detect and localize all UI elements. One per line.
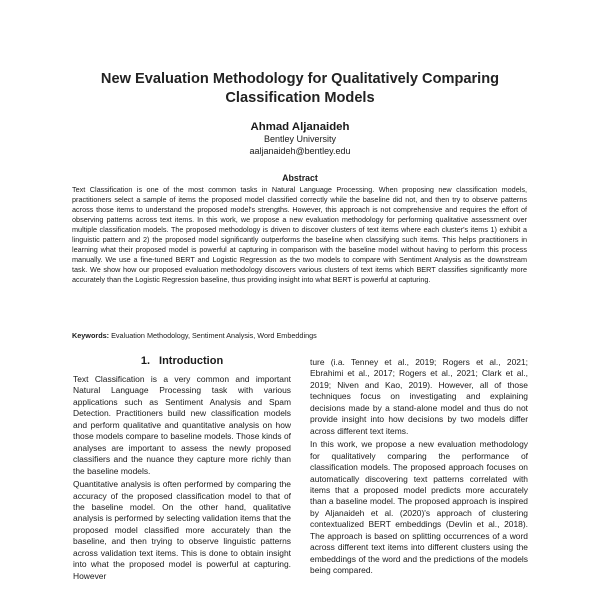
intro-paragraph-2: Quantitative analysis is often performed by comparing the accuracy of the proposed classification model to that of the baseline model. On the other hand, qualitative analysis is performed by selecting validation items that the proposed model classified more accurately than the baseline, and then trying to observe linguistic patterns across validation text items. This is done to obtain insight into what the proposed model is powerful at capturing. However	[73, 479, 291, 581]
left-column	[73, 354, 291, 584]
keywords-text: Evaluation Methodology, Sentiment Analysis, Word Embeddings	[111, 331, 317, 340]
keywords-label: Keywords:	[72, 331, 110, 340]
abstract-text: Text Classification is one of the most common tasks in Natural Language Processing. When proposing new classification models, practitioners select a sample of items the proposed model classified correctly while the baseline did not, and then try to observe patterns across those items to understand the proposed model's strengths. However, this approach is not comprehensive and requires the effort of observing patterns across text items. In this work, we propose a new evaluation methodology for performing qualitative assessment over multiple classification models. The proposed methodology is driven to discover clusters of text items where each cluster's items 1) exhibit a linguistic pattern and 2) the proposed model significantly outperforms the baseline when classifying such items. This helps practitioners in learning what their proposed model is powerful at capturing in comparison with the baseline model without having to perform this process manually. We use a fine-tuned BERT and Logistic Regression as the two models to compare with Sentiment Analysis as the downstream task. We show how our proposed evaluation methodology discovers various clusters of text items which BERT classifies significantly more accurately than the Logistic Regression baseline, thus providing insight into what BERT is powerful at capturing.	[72, 185, 527, 285]
abstract-heading: Abstract	[282, 173, 318, 183]
author-email: aaljanaideh@bentley.edu	[249, 146, 351, 156]
intro-paragraph-4: In this work, we propose a new evaluation methodology for qualitatively comparing the performance of classification models. The proposed approach focuses on automatically discovering text patterns correlated with items that a proposed model predicts more accurately than a baseline model. The proposed approach is inspired by Aljanaideh et al. (2020)'s approach of clustering contextualized BERT embeddings (Devlin et al., 2018). The approach is based on splitting occurrences of a word across different text items into different clusters using the embeddings of the word and the predictions of the models being compared.	[310, 439, 528, 576]
author-affiliation: Bentley University	[263, 134, 337, 144]
keywords-line	[72, 331, 527, 341]
section-number: 1.	[140, 355, 151, 367]
intro-paragraph-3: ture (i.a. Tenney et al., 2019; Rogers et al., 2021; Ebrahimi et al., 2017; Rogers et al., 2021; Clark et al., 2019; Niven and Kao, 2019). However, all of those techniques focus on investigating and explaining decisions made by a stand-alone model and thus do not provide insight into how decisions by two models differ across different text items.	[310, 357, 528, 436]
author-name: Ahmad Aljanaideh	[250, 121, 350, 133]
paper-title: New Evaluation Methodology for Qualitatively Comparing Classification Models	[100, 71, 500, 106]
section-title: Introduction	[159, 355, 224, 367]
intro-paragraph-1: Text Classification is a very common and important Natural Language Processing task with various applications such as Sentiment Analysis and Spam Detection. Practitioners build new classification models and perform qualitative and quantitative analysis on how those models compare to baseline models. Those kinds of analyses are important to assess the newly proposed classifiers and the nuance they capture more richly than the baseline models.	[73, 374, 291, 476]
section-heading-introduction	[73, 354, 291, 368]
right-column	[310, 357, 528, 579]
